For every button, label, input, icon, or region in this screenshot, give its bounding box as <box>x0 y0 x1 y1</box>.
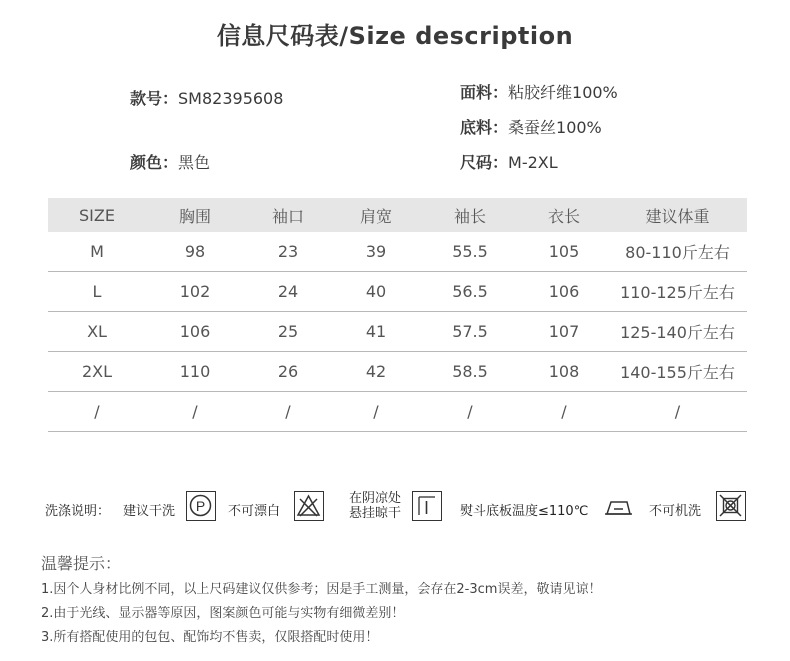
style-number-value: SM82395608 <box>178 89 284 108</box>
table-cell: 106 <box>548 282 580 301</box>
header-chest: 胸围 <box>178 206 211 226</box>
lining-value: 桑蚕丝100% <box>508 118 602 137</box>
lining <box>460 115 602 138</box>
tip-item: 1.因个人身材比例不同，以上尺码建议仅供参考；因是手工测量，会存在2-3cm误差，敬请见谅！ <box>41 582 602 597</box>
table-cell: 107 <box>548 322 580 341</box>
table-row <box>48 272 747 312</box>
tip-item: 3.所有搭配使用的包包、配饰均不售卖，仅限搭配时使用！ <box>41 630 379 645</box>
table-row <box>48 312 747 352</box>
no-bleach-icon <box>294 491 324 521</box>
table-cell: 40 <box>365 282 387 301</box>
table-cell: 110-125斤左右 <box>620 283 735 302</box>
iron-label: 熨斗底板温度≤110℃ <box>460 504 589 519</box>
table-cell: / <box>192 402 198 421</box>
fabric-value: 粘胶纤维100% <box>508 83 618 102</box>
table-cell: 39 <box>365 242 387 261</box>
header-cuff: 袖口 <box>271 206 304 226</box>
table-cell: 57.5 <box>452 322 488 341</box>
no-machine-wash-icon <box>716 491 746 521</box>
table-cell: M <box>90 242 104 261</box>
table-cell: / <box>285 402 291 421</box>
table-cell: 55.5 <box>452 242 488 261</box>
table-cell: 102 <box>179 282 211 301</box>
dry-clean-icon-letter: P <box>195 498 206 514</box>
table-cell: 80-110斤左右 <box>625 243 730 262</box>
table-cell: 125-140斤左右 <box>620 323 735 342</box>
iron-icon <box>602 492 636 520</box>
shade-dry-line1: 在阴凉处 <box>349 491 402 506</box>
size-table <box>48 198 747 432</box>
table-cell: / <box>674 402 681 421</box>
shade-dry-label <box>349 491 401 521</box>
table-row <box>48 352 747 392</box>
style-number <box>130 86 283 109</box>
color <box>130 150 210 173</box>
fabric <box>460 80 618 103</box>
header-garment-length: 衣长 <box>547 206 580 226</box>
table-cell: 25 <box>277 322 299 341</box>
table-row <box>48 232 747 272</box>
tip-item: 2.由于光线、显示器等原因，图案颜色可能与实物有细微差别！ <box>41 606 405 621</box>
tips-title: 温馨提示： <box>41 554 122 573</box>
table-row <box>48 392 747 432</box>
header-recommended-weight: 建议体重 <box>645 206 710 226</box>
shade-dry-icon <box>412 491 442 521</box>
table-cell: 110 <box>179 362 211 381</box>
table-header <box>48 198 747 232</box>
dry-clean-label: 建议干洗 <box>123 504 176 519</box>
no-machine-wash-label: 不可机洗 <box>649 504 702 519</box>
table-cell: XL <box>87 322 107 341</box>
table-cell: / <box>94 402 100 421</box>
table-cell: 140-155斤左右 <box>620 363 735 382</box>
fabric-label: 面料： <box>460 83 509 102</box>
table-cell: 105 <box>548 242 580 261</box>
table-cell: 58.5 <box>452 362 488 381</box>
table-cell: 42 <box>365 362 387 381</box>
lining-label: 底料： <box>460 118 509 137</box>
shade-dry-line2: 悬挂晾干 <box>349 506 402 521</box>
table-cell: 56.5 <box>452 282 488 301</box>
header-size: SIZE <box>79 205 115 225</box>
page-title: 信息尺码表/Size description <box>216 22 574 50</box>
no-bleach-label: 不可漂白 <box>228 504 281 519</box>
table-cell: 2XL <box>81 362 113 381</box>
header-shoulder: 肩宽 <box>359 206 392 226</box>
color-label: 颜色： <box>130 153 179 172</box>
header-sleeve-length: 袖长 <box>453 206 486 226</box>
care-instructions <box>0 486 790 524</box>
table-cell: L <box>92 282 102 301</box>
table-cell: / <box>467 402 473 421</box>
size-range <box>460 150 558 173</box>
table-cell: 41 <box>365 322 387 341</box>
dry-clean-icon <box>186 491 216 521</box>
care-label: 洗涤说明： <box>45 504 111 519</box>
table-cell: 26 <box>277 362 299 381</box>
table-cell: / <box>373 402 379 421</box>
table-cell: 98 <box>184 242 206 261</box>
table-cell: 23 <box>277 242 299 261</box>
table-cell: 108 <box>548 362 580 381</box>
size-range-value: M-2XL <box>508 153 558 172</box>
table-cell: 106 <box>179 322 211 341</box>
size-range-label: 尺码： <box>460 153 509 172</box>
table-cell: 24 <box>277 282 299 301</box>
table-cell: / <box>561 402 567 421</box>
color-value: 黑色 <box>178 153 211 172</box>
style-number-label: 款号： <box>130 89 179 108</box>
